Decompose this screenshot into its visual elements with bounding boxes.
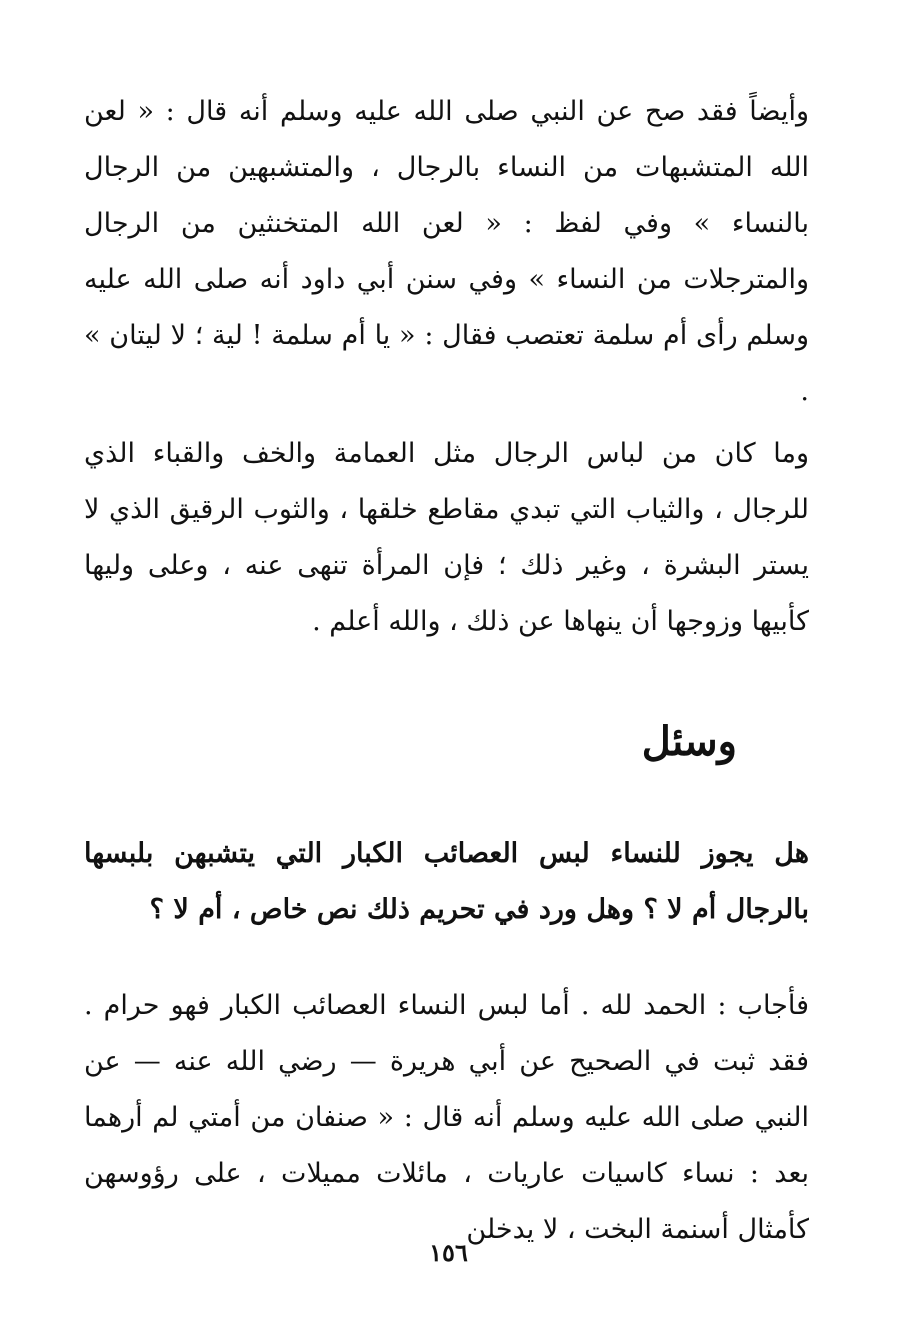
paragraph-hadith-imitation: وأيضاً فقد صح عن النبي صلى الله عليه وسلم أنه قال : « لعن الله المتشبهات من النساء بالرجال ، والمتشبهين من الرجال بالنساء » وفي لفظ : « لعن الله المتخنثين من الرجال والمترجلات من النساء » وفي سنن أبي داود أنه صلى الله عليه وسلم رأى أم سلمة تعتصب فقال : « يا أم سلمة ! لية ؛ لا ليتان » .: [84, 96, 809, 407]
page-number: ١٥٦: [429, 1238, 468, 1267]
paragraph-mens-clothing: وما كان من لباس الرجال مثل العمامة والخف والقباء الذي للرجال ، والثياب التي تبدي مقاطع خلقها ، والثوب الرقيق الذي لا يستر البشرة ، وغير ذلك ؛ فإن المرأة تنهى عنه ، وعلى وليها كأبيها وزوجها أن ينهاها عن ذلك ، والله أعلم .: [84, 438, 809, 637]
answer-paragraph: فأجاب : الحمد لله . أما لبس النساء العصائب الكبار فهو حرام . فقد ثبت في الصحيح عن أبي هريرة — رضي الله عنه — عن النبي صلى الله عليه وسلم أنه قال : « صنفان من أمتي لم أرهما بعد : نساء كاسيات عاريات ، مائلات مميلات ، على رؤوسهن كأمثال أسنمة البخت ، لا يدخلن: [84, 990, 809, 1245]
section-heading: وسئل: [641, 718, 737, 765]
question-paragraph: هل يجوز للنساء لبس العصائب الكبار التي يتشبهن بلبسها بالرجال أم لا ؟ وهل ورد في تحريم ذلك نص خاص ، أم لا ؟: [84, 838, 809, 925]
